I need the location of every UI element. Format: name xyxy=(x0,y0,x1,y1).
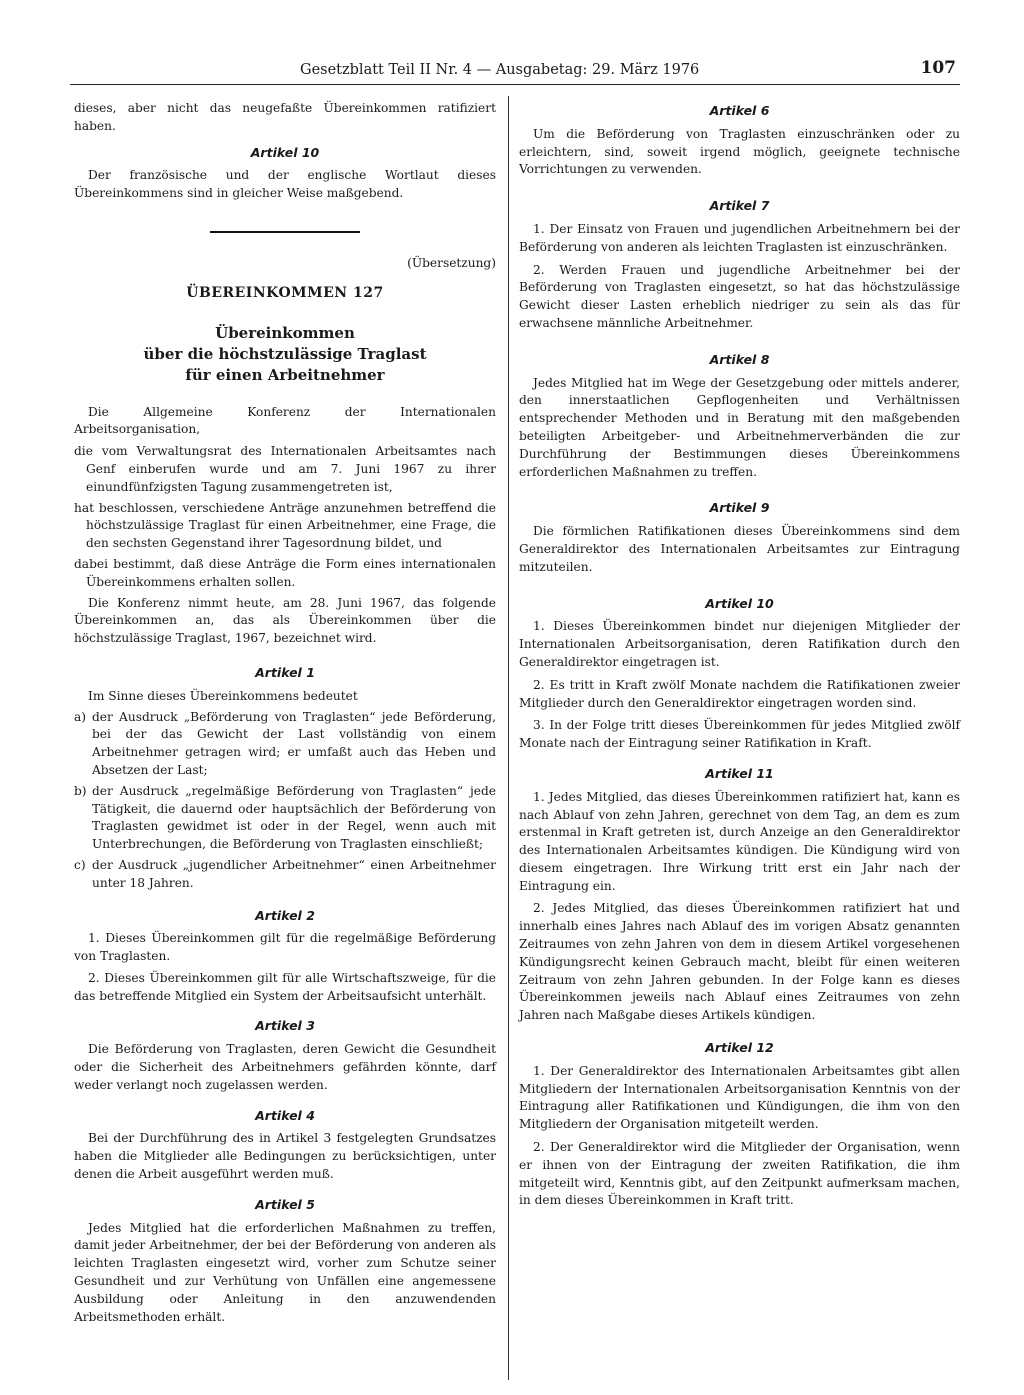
convention-title-line: über die höchstzulässige Traglast xyxy=(143,344,427,363)
preamble-paragraph: die vom Verwaltungsrat des Internationalen Arbeitsamtes nach Genf einberufen wurde und am 7. Juni 1967 zu ihrer einundfünfzigsten Tagung zusammengetreten ist, xyxy=(74,444,496,494)
article-heading: Artikel 11 xyxy=(705,765,774,781)
article-heading: Artikel 12 xyxy=(705,1040,774,1056)
page-number: 107 xyxy=(920,58,956,78)
running-title: Gesetzblatt Teil II Nr. 4 — Ausgabetag: 29. März 1976 xyxy=(300,62,700,78)
left-column xyxy=(74,100,496,1326)
item-label: a) xyxy=(74,709,87,724)
article-text: Die förmlichen Ratifikationen dieses Übereinkommens sind dem Generaldirektor des Internationalen Arbeitsamtes zur Eintragung mitzuteilen. xyxy=(519,524,960,574)
article-text: 1. Der Generaldirektor des Internationalen Arbeitsamtes gibt allen Mitgliedern der Internationalen Arbeitsorganisation Kenntnis von der Eintragung aller Ratifikationen und Kündigungen, die ihm von den Mitgliedern der Organisation mitgeteilt werden. xyxy=(519,1063,960,1132)
preamble-paragraph: Die Konferenz nimmt heute, am 28. Juni 1967, das folgende Übereinkommen an, das als Übereinkommen über die höchstzulässige Traglast, 1967, bezeichnet wird. xyxy=(74,595,496,646)
article-heading: Artikel 4 xyxy=(255,1107,315,1123)
item-text: der Ausdruck „regelmäßige Beförderung von Traglasten“ jede Tätigkeit, die dauernd oder hauptsächlich der Beförderung von Traglasten gewidmet ist oder in der Regel, wenn auch mit Unterbrechungen, die Beförderung von Traglasten einschließt; xyxy=(92,783,496,852)
convention-title-line: für einen Arbeitnehmer xyxy=(185,365,385,384)
item-text: der Ausdruck „Beförderung von Traglasten“ jede Beförderung, bei der das Gewicht der Last vollständig von einem Arbeitnehmer getragen wird; er umfaßt auch das Heben und Absetzen der Last; xyxy=(92,709,496,777)
article-heading: Artikel 7 xyxy=(709,198,770,214)
right-column xyxy=(519,100,960,1210)
item-label: c) xyxy=(74,857,86,872)
section-separator xyxy=(210,231,360,233)
preamble-paragraph: Die Allgemeine Konferenz der Internationalen Arbeitsorganisation, xyxy=(74,404,496,437)
definition-item xyxy=(74,709,496,780)
article-text: 1. Dieses Übereinkommen gilt für die regelmäßige Beförderung von Traglasten. xyxy=(74,931,496,964)
preamble-paragraph: hat beschlossen, verschiedene Anträge anzunehmen betreffend die höchstzulässige Traglast für einen Arbeitnehmer, eine Frage, die den sechsten Gegenstand ihrer Tagesordnung bildet, und xyxy=(74,500,496,551)
article-text: 2. Der Generaldirektor wird die Mitglieder der Organisation, wenn er ihnen von der Eintragung der zweiten Ratifikation, die ihm mitgeteilt wird, Kenntnis gibt, auf den Zeitpunkt aufmerksam machen, in dem dieses Übereinkommen in Kraft tritt. xyxy=(519,1140,960,1208)
article-heading: Artikel 10 xyxy=(250,144,320,160)
convention-title xyxy=(74,323,496,386)
article-text: 2. Dieses Übereinkommen gilt für alle Wirtschaftszweige, für die das betreffende Mitglied ein System der Arbeitsaufsicht unterhält. xyxy=(74,970,496,1003)
article-heading: Artikel 10 xyxy=(705,595,774,611)
article-text: Jedes Mitglied hat die erforderlichen Maßnahmen zu treffen, damit jeder Arbeitnehmer, der bei der Beförderung von anderen als leichten Traglasten eingesetzt wird, vorher zum Schutze seiner Gesundheit und zur Verhütung von Unfällen eine angemessene Ausbildung oder Anleitung in den anzuwendenden Arbeitsmethoden erhält. xyxy=(74,1220,496,1324)
article-heading: Artikel 6 xyxy=(709,103,770,118)
article-heading: Artikel 2 xyxy=(255,907,315,923)
article-text: Im Sinne dieses Übereinkommens bedeutet xyxy=(88,688,358,703)
article-text: 1. Jedes Mitglied, das dieses Übereinkommen ratifiziert hat, kann es nach Ablauf von zehn Jahren, gerechnet von dem Tag, an dem es zum erstenmal in Kraft getreten ist, durch Anzeige an den Generaldirektor des Internationalen Arbeitsamtes kündigen. Die Kündigung wird von diesem eingetragen. Ihre Wirkung tritt erst ein Jahr nach der Eintragung ein. xyxy=(519,789,960,893)
article-text: 2. Jedes Mitglied, das dieses Übereinkommen ratifiziert hat und innerhalb eines Jahres nach Ablauf des im vorigen Absatz genannten Zeitraumes von zehn Jahren von dem in diesem Artikel vorgesehenen Kündigungsrecht keinen Gebrauch macht, bleibt für einen weiteren Zeitraum von zehn Jahren gebunden. In der Folge kann es dieses Übereinkommen jeweils nach Ablauf eines Zeitraumes von zehn Jahren nach Maßgabe dieses Artikels kündigen. xyxy=(519,901,960,1023)
header-rule xyxy=(70,84,960,85)
article-text: Die Beförderung von Traglasten, deren Gewicht die Gesundheit oder die Sicherheit des Arbeitnehmers gefährden könnte, darf weder verlangt noch zugelassen werden. xyxy=(74,1042,496,1092)
translation-note: (Übersetzung) xyxy=(407,255,496,270)
convention-number: ÜBEREINKOMMEN 127 xyxy=(186,284,384,301)
article-text: Der französische und der englische Wortlaut dieses Übereinkommens sind in gleicher Weise maßgebend. xyxy=(74,168,496,201)
article-text: 2. Werden Frauen und jugendliche Arbeitnehmer bei der Beförderung von Traglasten eingesetzt, so hat das höchstzulässige Gewicht dieser Lasten erheblich niedriger zu sein als das für erwachsene männliche Arbeitnehmer. xyxy=(519,262,960,330)
article-heading: Artikel 3 xyxy=(255,1018,315,1034)
article-text: 1. Dieses Übereinkommen bindet nur diejenigen Mitglieder der Internationalen Arbeitsorganisation, deren Ratifikation durch den Generaldirektor eingetragen ist. xyxy=(519,619,960,669)
column-divider xyxy=(508,96,509,1380)
article-text: 1. Der Einsatz von Frauen und jugendlichen Arbeitnehmern bei der Beförderung von anderen als leichten Traglasten ist einzuschränken. xyxy=(519,221,960,254)
article-text: Bei der Durchführung des in Artikel 3 festgelegten Grundsatzes haben die Mitglieder alle Bedingungen zu berücksichtigen, unter denen die Arbeit ausgeführt werden muß. xyxy=(74,1131,496,1182)
item-text: der Ausdruck „jugendlicher Arbeitnehmer“ einen Arbeitnehmer unter 18 Jahren. xyxy=(92,857,496,890)
preamble-paragraph: dabei bestimmt, daß diese Anträge die Form eines internationalen Übereinkommens erhalten sollen. xyxy=(74,556,496,589)
article-text: 2. Es tritt in Kraft zwölf Monate nachdem die Ratifikationen zweier Mitglieder durch den Generaldirektor eingetragen worden sind. xyxy=(519,677,960,710)
item-label: b) xyxy=(74,783,87,798)
continuation-text: dieses, aber nicht das neugefaßte Übereinkommen ratifiziert haben. xyxy=(74,101,496,133)
definition-item xyxy=(74,857,496,893)
article-heading: Artikel 9 xyxy=(709,500,770,516)
definition-item xyxy=(74,783,496,854)
article-heading: Artikel 1 xyxy=(255,664,315,680)
article-text: Jedes Mitglied hat im Wege der Gesetzgebung oder mittels anderer, den innerstaatlichen Gepflogenheiten und Verhältnissen entsprechender Methoden und in Beratung mit den maßgebenden beteiligten Arbeitgeber- und Arbeitnehmerverbänden die zur Durchführung der Bestimmungen dieses Übereinkommens erforderlichen Maßnahmen zu treffen. xyxy=(519,375,960,479)
page-header xyxy=(70,58,960,84)
article-text: Um die Beförderung von Traglasten einzuschränken oder zu erleichtern, sind, soweit irgend möglich, geeignete technische Vorrichtungen zu verwenden. xyxy=(519,126,960,177)
article-heading: Artikel 8 xyxy=(709,351,770,367)
article-heading: Artikel 5 xyxy=(255,1196,315,1212)
article-text: 3. In der Folge tritt dieses Übereinkommen für jedes Mitglied zwölf Monate nach der Eintragung seiner Ratifikation in Kraft. xyxy=(519,718,960,751)
convention-title-line: Übereinkommen xyxy=(215,323,355,342)
